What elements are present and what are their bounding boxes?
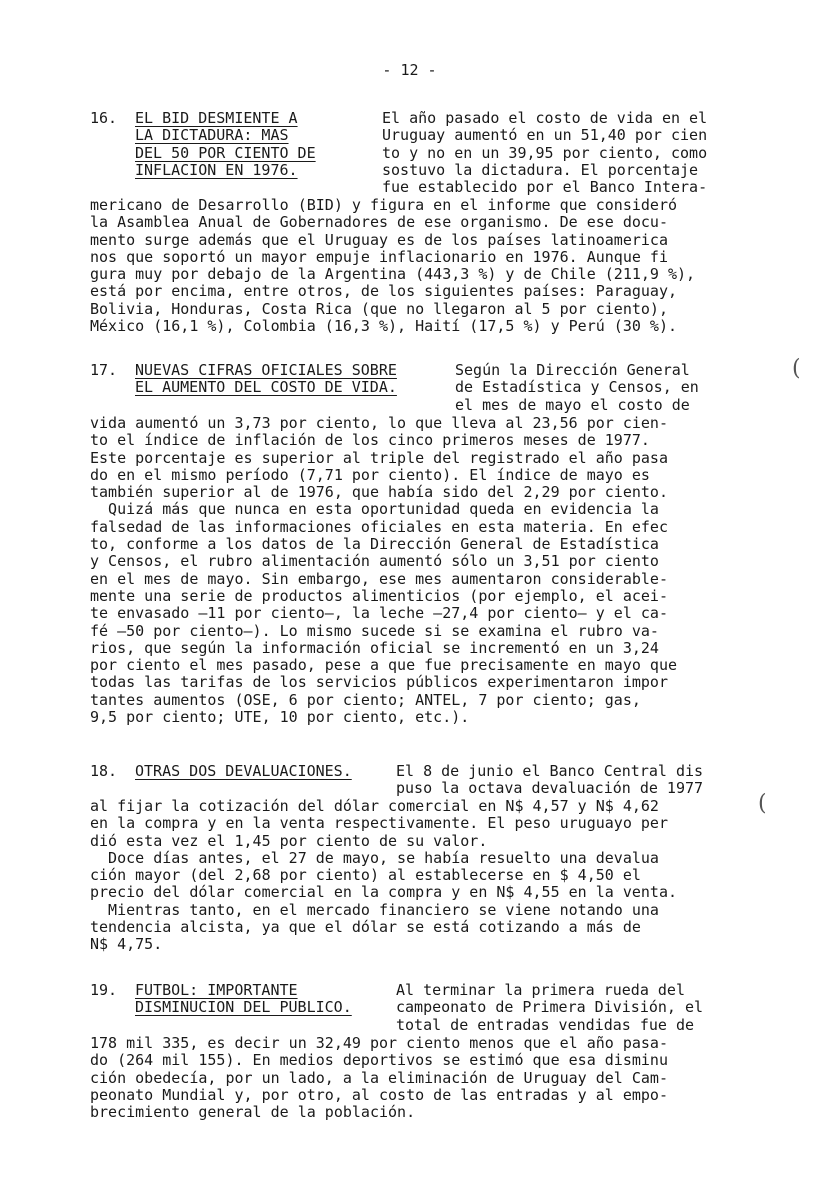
title-line: LA DICTADURA: MAS	[135, 126, 289, 145]
body-line: dió esta vez el 1,45 por ciento de su valor.	[90, 831, 488, 850]
intro-line: Uruguay aumentó en un 51,40 por cien	[382, 126, 708, 145]
title-line: EL AUMENTO DEL COSTO DE VIDA.	[135, 378, 397, 397]
body-line: ción mayor (del 2,68 por ciento) al establecerse en $ 4,50 el	[90, 866, 641, 885]
body-line: al fijar la cotización del dólar comercial en N$ 4,57 y N$ 4,62	[90, 797, 659, 815]
body-line: en el mes de mayo. Sin embargo, ese mes aumentaron considerable-	[90, 569, 668, 588]
body-line: mericano de Desarrollo (BID) y figura en el informe que consideró	[90, 196, 677, 214]
body-line: México (16,1 %), Colombia (16,3 %), Haití (17,5 %) y Perú (30 %).	[90, 317, 677, 336]
body-line: mente una serie de productos alimenticios (por ejemplo, el acei-	[90, 586, 668, 605]
title-line: NUEVAS CIFRAS OFICIALES SOBRE	[135, 361, 397, 379]
body-line: tantes aumentos (OSE, 6 por ciento; ANTEL, 7 por ciento; gas,	[90, 690, 641, 709]
title-line: EL BID DESMIENTE A	[135, 109, 298, 127]
item-body	[90, 1035, 668, 1121]
body-line: Quizá más que nunca en esta oportunidad queda en evidencia la	[90, 500, 659, 519]
item-title	[135, 362, 397, 397]
body-line: do en el mismo período (7,71 por ciento). El índice de mayo es	[90, 465, 650, 484]
body-line: por ciento el mes pasado, pese a que fue precisamente en mayo que	[90, 656, 677, 675]
body-line: vida aumentó un 3,73 por ciento, lo que lleva al 23,56 por cien-	[90, 414, 668, 432]
intro-line: total de entradas vendidas fue de	[396, 1015, 695, 1034]
title-line: FUTBOL: IMPORTANTE	[135, 981, 298, 999]
page-number: - 12 -	[382, 61, 437, 79]
body-line: to el índice de inflación de los cinco primeros meses de 1977.	[90, 431, 650, 450]
item-title	[135, 763, 352, 780]
margin-mark: (	[792, 356, 801, 381]
body-line: Bolivia, Honduras, Costa Rica (que no llegaron al 5 por ciento),	[90, 299, 668, 318]
intro-line: campeonato de Primera División, el	[396, 998, 704, 1017]
item-title	[135, 982, 352, 1017]
item-number: 17.	[90, 361, 118, 379]
title-line: DISMINUCION DEL PUBLICO.	[135, 998, 352, 1017]
body-line: N$ 4,75.	[90, 935, 163, 954]
body-line: to, conforme a los datos de la Dirección General de Estadística	[90, 535, 659, 554]
body-line: brecimiento general de la población.	[90, 1103, 416, 1122]
item-title	[135, 110, 316, 179]
body-line: la Asamblea Anual de Gobernadores de ese organismo. De ese docu-	[90, 213, 668, 232]
body-line: fé —50 por ciento—). Lo mismo sucede si se examina el rubro va-	[90, 621, 659, 640]
body-line: Mientras tanto, en el mercado financiero se viene notando una	[90, 900, 659, 919]
intro-line: El año pasado el costo de vida en el	[382, 109, 708, 127]
item-intro	[396, 763, 703, 798]
body-line: Este porcentaje es superior al triple del registrado el año pasa	[90, 448, 668, 467]
item-number: 18.	[90, 762, 118, 780]
intro-line: sostuvo la dictadura. El porcentaje	[382, 160, 699, 179]
item-intro	[396, 982, 703, 1034]
item-number: 19.	[90, 981, 118, 999]
body-line: tendencia alcista, ya que el dólar se está cotizando a más de	[90, 918, 641, 937]
item-number: 16.	[90, 109, 118, 127]
body-line: también superior al de 1976, que había sido del 2,29 por ciento.	[90, 483, 668, 502]
body-line: en la compra y en la venta respectivamente. El peso uruguayo per	[90, 814, 668, 833]
body-line: rios, que según la información oficial se incrementó en un 3,24	[90, 638, 659, 657]
item-body	[90, 197, 695, 335]
body-line: mento surge además que el Uruguay es de los países latinoamerica	[90, 230, 668, 249]
margin-mark: (	[758, 791, 767, 816]
body-line: Doce días antes, el 27 de mayo, se había resuelto una devalua	[90, 848, 659, 867]
body-line: y Censos, el rubro alimentación aumentó sólo un 3,51 por ciento	[90, 552, 659, 571]
body-line: todas las tarifas de los servicios públicos experimentaron impor	[90, 673, 668, 692]
body-line: 178 mil 335, es decir un 32,49 por ciento menos que el año pasa-	[90, 1034, 668, 1052]
intro-line: puso la octava devaluación de 1977	[396, 779, 704, 798]
body-line: 9,5 por ciento; UTE, 10 por ciento, etc.).	[90, 708, 470, 727]
intro-line: el mes de mayo el costo de	[455, 395, 690, 414]
title-line: DEL 50 POR CIENTO DE	[135, 143, 316, 162]
item-intro	[455, 362, 699, 414]
intro-line: de Estadística y Censos, en	[455, 378, 699, 397]
intro-line: to y no en un 39,95 por ciento, como	[382, 143, 708, 162]
item-body	[90, 415, 677, 726]
item-intro	[382, 110, 707, 196]
body-line: te envasado —11 por ciento—, la leche —27,4 por ciento— y el ca-	[90, 604, 668, 623]
title-line: INFLACION EN 1976.	[135, 160, 298, 179]
body-line: nos que soportó un mayor empuje inflacionario en 1976. Aunque fi	[90, 247, 668, 266]
body-line: do (264 mil 155). En medios deportivos se estimó que esa disminu	[90, 1051, 668, 1070]
body-line: peonato Mundial y, por otro, al costo de las entradas y al empo-	[90, 1085, 668, 1104]
body-line: gura muy por debajo de la Argentina (443,3 %) y de Chile (211,9 %),	[90, 265, 696, 284]
item-body	[90, 798, 677, 954]
intro-line: fue establecido por el Banco Intera-	[382, 178, 708, 197]
intro-line: Según la Dirección General	[455, 361, 690, 379]
body-line: está por encima, entre otros, de los siguientes países: Paraguay,	[90, 282, 677, 301]
intro-line: Al terminar la primera rueda del	[396, 981, 685, 999]
intro-line: El 8 de junio el Banco Central dis	[396, 762, 704, 780]
body-line: precio del dólar comercial en la compra y en N$ 4,55 en la venta.	[90, 883, 677, 902]
title-line: OTRAS DOS DEVALUACIONES.	[135, 762, 352, 780]
body-line: falsedad de las informaciones oficiales en esta materia. En efec	[90, 517, 668, 536]
body-line: ción obedecía, por un lado, a la eliminación de Uruguay del Cam-	[90, 1068, 668, 1087]
